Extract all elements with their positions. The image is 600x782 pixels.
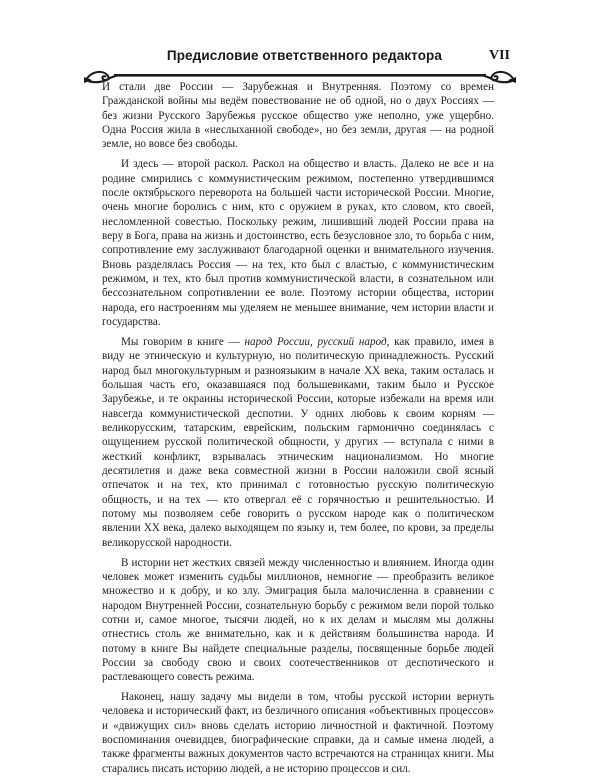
running-header-title: Предисловие ответственного редактора — [166, 48, 442, 63]
paragraph-4: В истории нет жестких связей между численностью и влиянием. Иногда один человек может изменить судьбы миллионов, немногие — преобразить великое множество и к добру, и ко злу. Эмиграция была малочисленна в сравнении с народом Внутренней России, сознательную борьбу с режимом вели порой только сотни и, самое многое, тысячи людей, но к их делам и мыслям мы должны отнестись столь же внимательно, как и к действиям большинства народа. И потому в книге Вы найдете специальные разделы, посвященные борьбе людей России за свободу свою и своих соотечественников от деспотического и растлевающего совесть режима. — [102, 556, 494, 684]
paragraph-3-part-2: , как правило, имея в виду не этническую и культурную, но политическую принадлежность. Русский народ был многокультурным и разноязыким в начале XX века, таким осталась и большая часть его, оказавшаяся под большевиками, таким было и Русское Зарубежье, и те окраины исторической России, которые избежали на время или навсегда коммунистической деспотии. У одних любовь к своим корням — великорусским, татарским, еврейским, польским гармонично соединялась с ощущением русской политической общности, у других — вступала с ними в жесткий конфликт, взрывалась этническим национализмом. Но многие десятилетия и даже века совместной жизни в России наложили свой ясный отпечаток и на тех, кто принимал с готовностью русскую политическую общность, и на тех — кто отвергал её с горячностью и решительностью. И потому мы позволяем себе говорить о русском народе как о политическом явлении XX века, далеко выходящем по языку и, тем более, по крови, за пределы великорусской народности. — [102, 335, 494, 549]
paragraph-2: И здесь — второй раскол. Раскол на общество и власть. Далеко не все и на родине смирились с коммунистическим режимом, постепенно утвердившимся после октябрьского переворота на большей части исторической России. Многие, очень многие боролись с ним, кто с оружием в руках, кто словом, кто своей, несломленной совестью. Поскольку режим, лишивший людей России права на веру в Бога, права на жизнь и достоинство, есть безусловное зло, то борьба с ним, сопротивление ему заслуживают благодарной оценки и внимательного изучения. Вновь разделялась Россия — на тех, кто был с властью, с коммунистическим режимом, и тех, кто был против коммунистической власти, в сознательном или бессознательном сопротивлении ее воле. Поэтому истории общества, истории народа, его настроениям мы уделяем не меньшее внимание, чем истории власти и государства. — [102, 158, 494, 328]
page-number: VII — [488, 48, 510, 63]
paragraph-3-emphasis: народ России, русский народ — [244, 335, 387, 348]
paragraph-3-part-1: Мы говорим в книге — — [121, 335, 245, 348]
paragraph-1: И стали две России — Зарубежная и Внутренняя. Поэтому со времен Гражданской войны мы ведём повествование не об одной, но о двух Россиях — без жизни Русского Зарубежья русское общество уже неполно, уже ущербно. Одна Россия жила в «неслыханной свободе», но без земли, другая — на родной земле, но вовсе без свободы. — [102, 81, 494, 151]
paragraph-3 — [102, 335, 494, 550]
paragraph-5: Наконец, нашу задачу мы видели в том, чтобы русской истории вернуть человека и исторический факт, из безличного описания «объективных процессов» и «движущих сил» вновь сделать историю личностной и фактичной. Поэтому воспоминания очевидцев, биографические справки, да и самые имена людей, а также фрагменты важных документов часто встречаются на страницах книги. Мы старались писать историю людей, а не историю процессов и сил. — [102, 691, 494, 775]
main-text — [102, 80, 494, 782]
